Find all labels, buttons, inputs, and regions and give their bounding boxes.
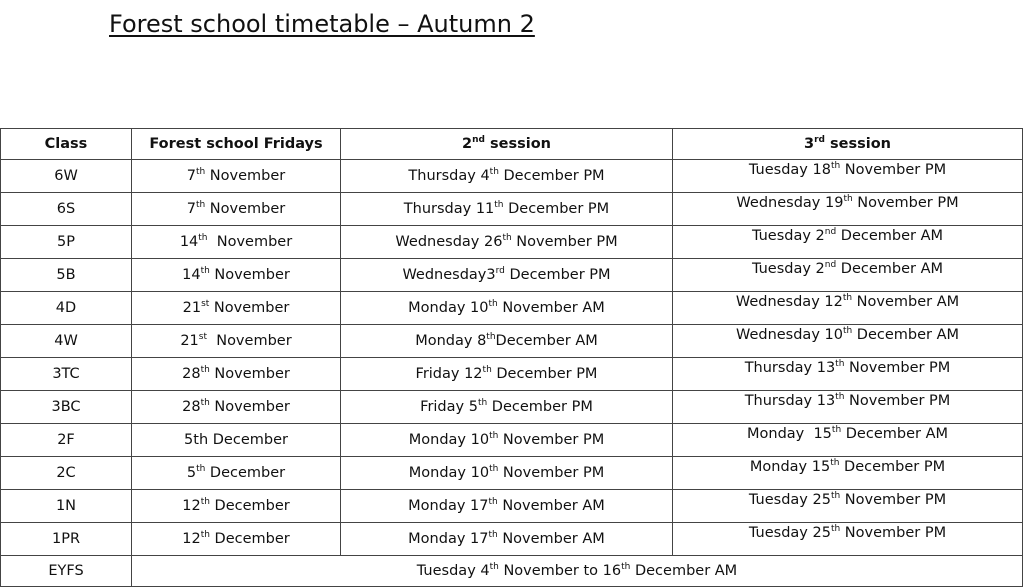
second-session-cell: Thursday 4th December PM — [341, 160, 673, 193]
friday-cell: 7th November — [132, 160, 341, 193]
friday-cell: 12th December — [132, 490, 341, 523]
third-session-cell: Tuesday 25th November PM — [673, 490, 1023, 523]
second-session-cell: Wednesday3rd December PM — [341, 259, 673, 292]
second-session-cell: Monday 17th November AM — [341, 523, 673, 556]
table-row — [1, 523, 1023, 556]
class-cell: 1PR — [1, 523, 132, 556]
third-session-cell: Tuesday 2nd December AM — [673, 259, 1023, 292]
third-session-cell: Tuesday 25th November PM — [673, 523, 1023, 556]
third-session-cell: Wednesday 10th December AM — [673, 325, 1023, 358]
second-session-cell: Thursday 11th December PM — [341, 193, 673, 226]
class-cell: 5B — [1, 259, 132, 292]
class-cell: 3BC — [1, 391, 132, 424]
second-session-cell: Monday 10th November AM — [341, 292, 673, 325]
third-session-cell: Wednesday 19th November PM — [673, 193, 1023, 226]
table-row — [1, 226, 1023, 259]
header-fridays: Forest school Fridays — [132, 129, 341, 160]
friday-cell: 5th December — [132, 457, 341, 490]
table-row — [1, 325, 1023, 358]
friday-cell: 21st November — [132, 325, 341, 358]
class-cell: 3TC — [1, 358, 132, 391]
eyfs-row — [1, 556, 1023, 587]
third-session-cell: Monday 15th December AM — [673, 424, 1023, 457]
third-session-cell: Tuesday 2nd December AM — [673, 226, 1023, 259]
friday-cell: 12th December — [132, 523, 341, 556]
friday-cell: 5th December — [132, 424, 341, 457]
class-cell: 1N — [1, 490, 132, 523]
second-session-cell: Monday 17th November AM — [341, 490, 673, 523]
eyfs-schedule-cell: Tuesday 4th November to 16th December AM — [132, 556, 1023, 587]
second-session-cell: Wednesday 26th November PM — [341, 226, 673, 259]
timetable — [0, 128, 1023, 587]
second-session-cell: Monday 10th November PM — [341, 457, 673, 490]
class-cell: 2F — [1, 424, 132, 457]
friday-cell: 14th November — [132, 259, 341, 292]
class-cell: 4D — [1, 292, 132, 325]
table-row — [1, 490, 1023, 523]
class-cell: 6W — [1, 160, 132, 193]
table-row — [1, 292, 1023, 325]
header-row — [1, 129, 1023, 160]
table-row — [1, 259, 1023, 292]
friday-cell: 7th November — [132, 193, 341, 226]
second-session-cell: Friday 5th December PM — [341, 391, 673, 424]
third-session-cell: Thursday 13th November PM — [673, 358, 1023, 391]
third-session-cell: Thursday 13th November PM — [673, 391, 1023, 424]
header-class: Class — [1, 129, 132, 160]
class-cell: 6S — [1, 193, 132, 226]
table-row — [1, 358, 1023, 391]
second-session-cell: Monday 10th November PM — [341, 424, 673, 457]
class-cell: 2C — [1, 457, 132, 490]
third-session-cell: Wednesday 12th November AM — [673, 292, 1023, 325]
table-row — [1, 457, 1023, 490]
header-second-session: 2nd session — [341, 129, 673, 160]
second-session-cell: Friday 12th December PM — [341, 358, 673, 391]
table-row — [1, 193, 1023, 226]
table-row — [1, 391, 1023, 424]
table-row — [1, 160, 1023, 193]
class-cell: 4W — [1, 325, 132, 358]
third-session-cell: Tuesday 18th November PM — [673, 160, 1023, 193]
class-cell: EYFS — [1, 556, 132, 587]
friday-cell: 28th November — [132, 391, 341, 424]
friday-cell: 14th November — [132, 226, 341, 259]
third-session-cell: Monday 15th December PM — [673, 457, 1023, 490]
friday-cell: 28th November — [132, 358, 341, 391]
header-third-session: 3rd session — [673, 129, 1023, 160]
friday-cell: 21st November — [132, 292, 341, 325]
table-row — [1, 424, 1023, 457]
page-title: Forest school timetable – Autumn 2 — [109, 10, 535, 38]
second-session-cell: Monday 8thDecember AM — [341, 325, 673, 358]
class-cell: 5P — [1, 226, 132, 259]
